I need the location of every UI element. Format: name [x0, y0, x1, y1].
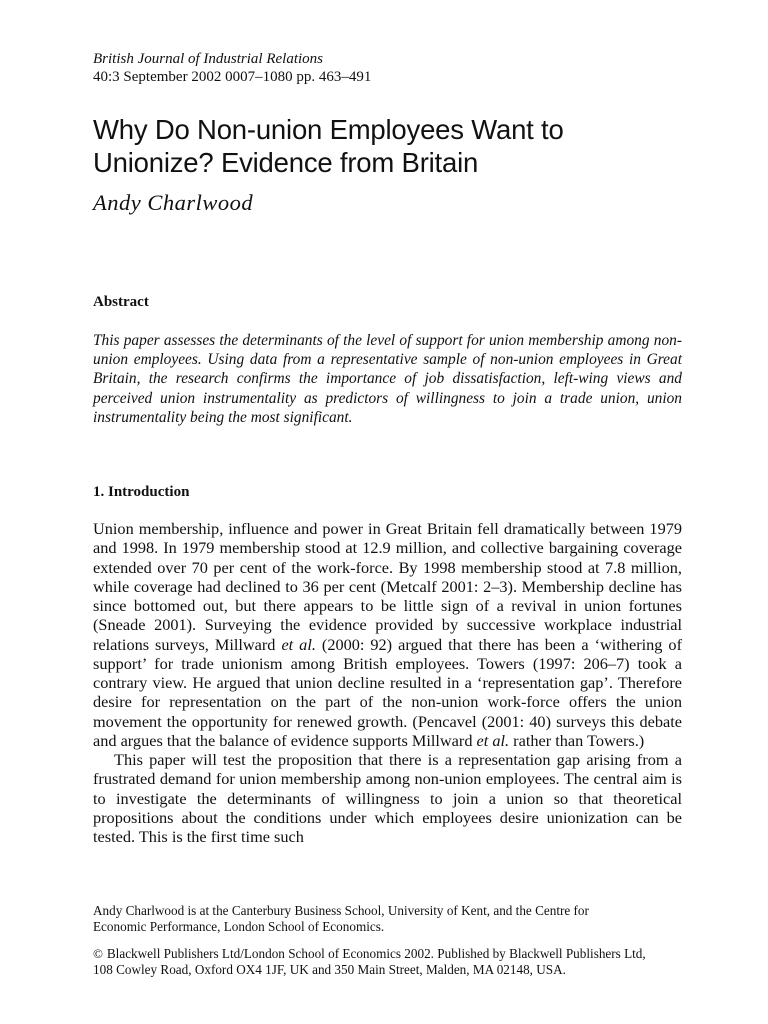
journal-issue-info: 40:3 September 2002 0007–1080 pp. 463–491: [93, 69, 372, 85]
author-name: Andy Charlwood: [93, 190, 254, 215]
paper-title-line-2: Unionize? Evidence from Britain: [93, 147, 479, 178]
copyright-line-1: Blackwell Publishers Ltd/London School of Economics 2002. Published by Blackwell Publishers Ltd,: [106, 946, 646, 961]
introduction-heading: 1. Introduction: [93, 484, 190, 500]
et-al-italic: et al.: [281, 634, 316, 654]
copyright-line-2: 108 Cowley Road, Oxford OX4 1JF, UK and 350 Main Street, Malden, MA 02148, USA.: [93, 961, 566, 977]
abstract-text: This paper assesses the determinants of the level of support for union membership among non-union employees. Using data from a representative sample of non-union employees in Great Britain, the research confirms the importance of job dissatisfaction, left-wing views and perceived union instrumentality as predictors of willingness to join a trade union, union instrumentality being the most significant.: [93, 332, 682, 426]
introduction-paragraph-2: This paper will test the proposition that there is a representation gap arising from a frustrated demand for union membership among non-union employees. The central aim is to investigate the determinants of willingness to join a union so that theoretical propositions about the conditions under which employees desire unionization can be tested. This is the first time such: [93, 750, 682, 846]
paragraph-text: (2000: 92) argued that there has been a ‘withering of support’ for trade unionism among British employees. Towers (1997: 206–7) took a contrary view. He argued that union decline resulted in a ‘representation gap’. Therefore desire for representation on the part of the non-union work-force offers the union movement the opportunity for renewed growth. (Pencavel (2001: 40) surveys this debate and argues that the balance of evidence supports Millward: [93, 634, 682, 750]
et-al-italic: et al.: [476, 730, 510, 750]
introduction-body: [93, 519, 682, 846]
paragraph-text: Union membership, influence and power in Great Britain fell dramatically between 1979 and 1998. In 1979 membership stood at 12.9 million, and collective bargaining coverage extended over 70 per cent of the work-force. By 1998 membership stood at 7.8 million, while coverage had declined to 36 per cent (Metcalf 2001: 2–3). Membership decline has since bottomed out, but there appears to be little sign of a revival in union fortunes (Sneade 2001). Surveying the evidence provided by successive workplace industrial relations surveys, Millward: [93, 519, 682, 654]
journal-header: [93, 50, 693, 86]
copyright-notice: [93, 946, 693, 977]
paragraph-text: rather than Towers.): [509, 730, 645, 750]
paper-title-line-1: Why Do Non-union Employees Want to: [93, 114, 564, 145]
introduction-paragraph-1: [93, 519, 682, 750]
footnote-line-2: Economic Performance, London School of Economics.: [93, 918, 385, 934]
abstract-heading: Abstract: [93, 294, 149, 310]
author-affiliation-footnote: [93, 903, 693, 934]
journal-name: British Journal of Industrial Relations: [93, 51, 324, 67]
copyright-icon: ©: [93, 946, 103, 961]
footnote-line-1: Andy Charlwood is at the Canterbury Business School, University of Kent, and the Centre for: [93, 903, 589, 918]
paper-title: [93, 113, 703, 179]
